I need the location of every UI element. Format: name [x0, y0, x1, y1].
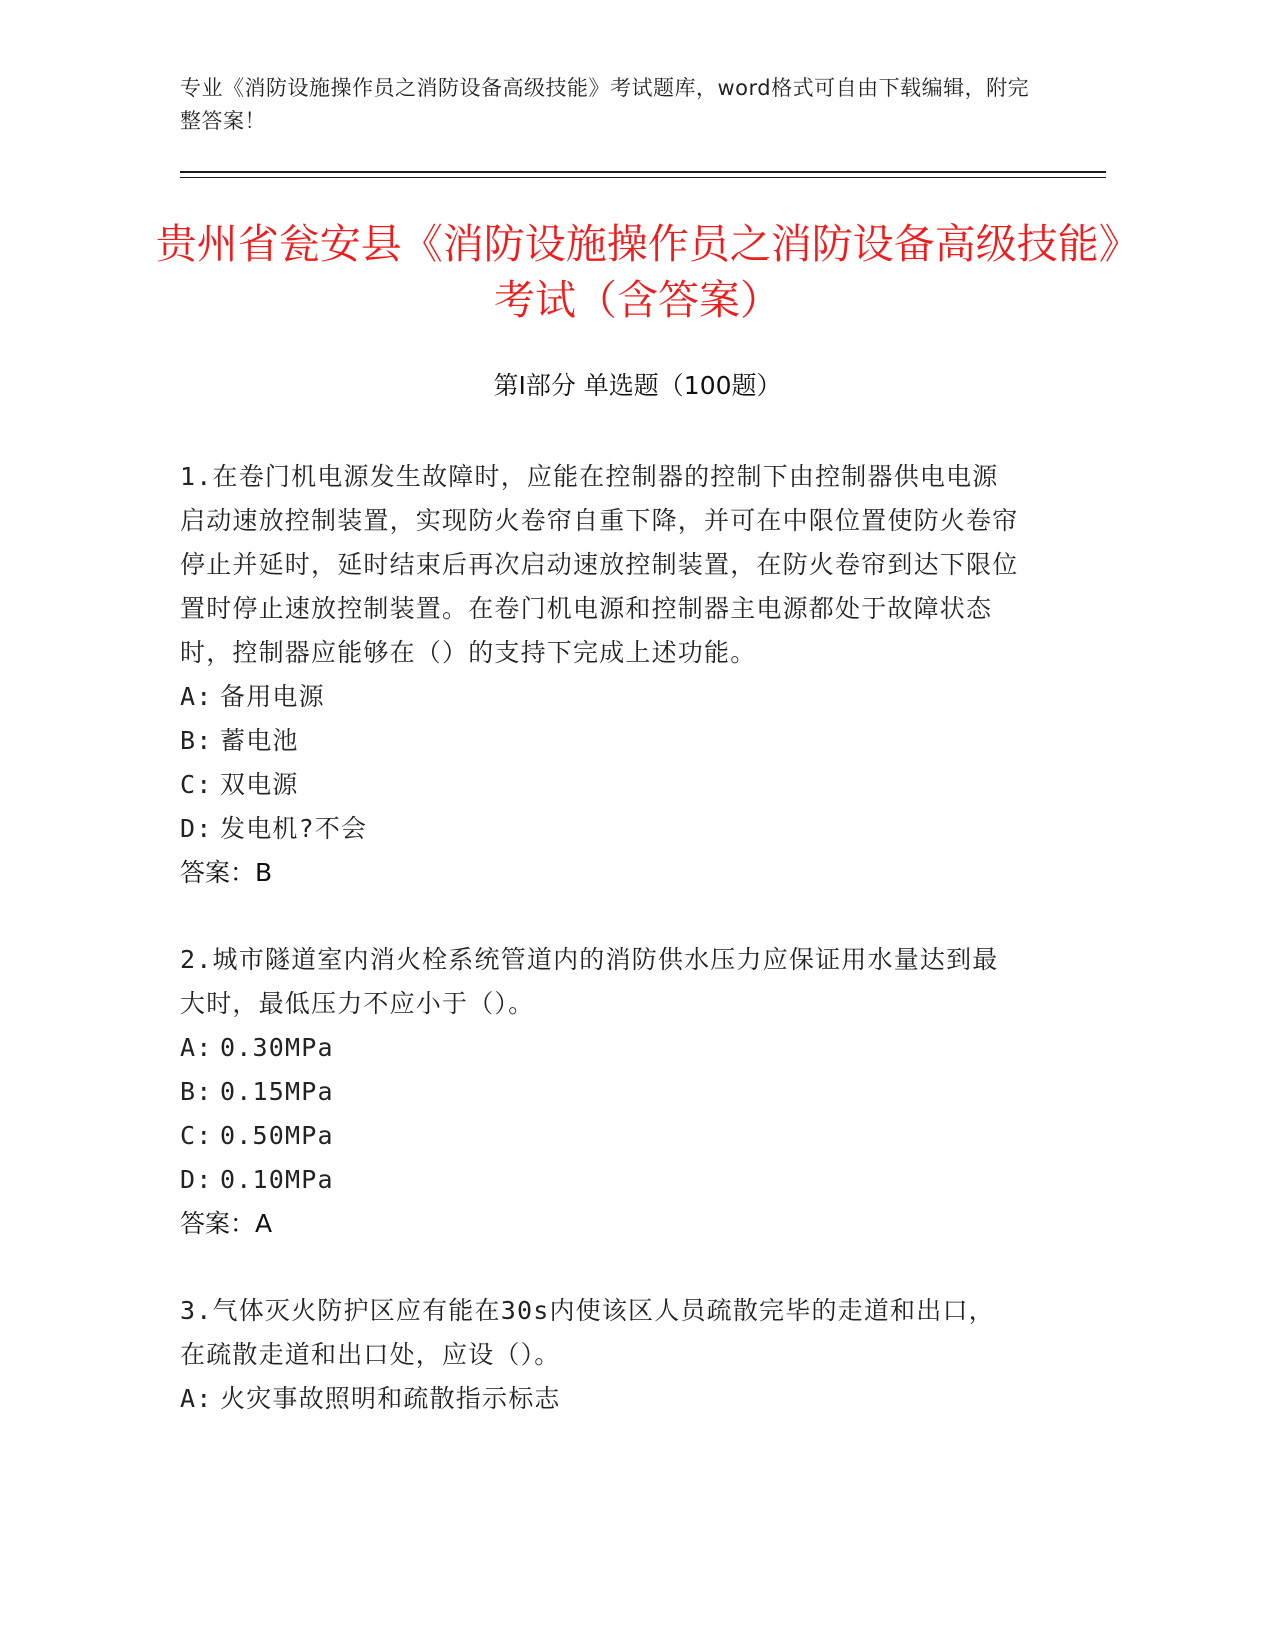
question-item [180, 1289, 1020, 1421]
question-option [180, 807, 1020, 851]
option-text: 发电机?不会 [220, 814, 368, 843]
question-option [180, 1026, 1020, 1070]
question-stem: 3.气体灭火防护区应有能在30s内使该区人员疏散完毕的走道和出口，在疏散走道和出口处，应设（）。 [180, 1296, 995, 1369]
question-option [180, 1070, 1020, 1114]
question-list [180, 455, 1020, 1464]
question-option [180, 719, 1020, 763]
option-text: 0.15MPa [220, 1077, 334, 1106]
option-text: 0.50MPa [220, 1121, 334, 1150]
option-text: 蓄电池 [220, 726, 299, 755]
question-answer: 答案：A [180, 1209, 273, 1238]
question-item [180, 938, 1020, 1246]
option-text: 0.30MPa [220, 1033, 334, 1062]
question-item [180, 455, 1020, 895]
option-key: A: [180, 1384, 213, 1413]
question-stem: 1.在卷门机电源发生故障时，应能在控制器的控制下由控制器供电电源启动速放控制装置，实现防火卷帘自重下降，并可在中限位置使防火卷帘停止并延时，延时结束后再次启动速放控制装置，在防火卷帘到达下限位置时停止速放控制装置。在卷门机电源和控制器主电源都处于故障状态时，控制器应能够在（）的支持下完成上述功能。 [180, 462, 1019, 667]
option-text: 火灾事故照明和疏散指示标志 [220, 1384, 561, 1413]
header-note: 专业《消防设施操作员之消防设备高级技能》考试题库，word格式可自由下载编辑，附完整答案！ [180, 76, 1030, 133]
question-option [180, 1114, 1020, 1158]
option-key: A: [180, 1033, 213, 1062]
option-key: C: [180, 1121, 213, 1150]
option-key: B: [180, 726, 213, 755]
question-option [180, 1158, 1020, 1202]
question-answer: 答案：B [180, 858, 273, 887]
header-divider-thick [180, 171, 1106, 173]
option-key: D: [180, 1165, 213, 1194]
option-key: A: [180, 682, 213, 711]
header-divider-thin [180, 177, 1106, 178]
option-key: B: [180, 1077, 213, 1106]
question-stem: 2.城市隧道室内消火栓系统管道内的消防供水压力应保证用水量达到最大时，最低压力不应小于（）。 [180, 945, 999, 1018]
question-option [180, 675, 1020, 719]
section-title: 第Ⅰ部分 单选题（100题） [493, 371, 782, 400]
option-text: 备用电源 [220, 682, 325, 711]
document-title: 贵州省瓮安县《消防设施操作员之消防设备高级技能》考试（含答案） [155, 220, 1120, 324]
question-option [180, 1377, 1020, 1421]
option-text: 0.10MPa [220, 1165, 334, 1194]
question-option [180, 763, 1020, 807]
option-text: 双电源 [220, 770, 299, 799]
option-key: C: [180, 770, 213, 799]
option-key: D: [180, 814, 213, 843]
